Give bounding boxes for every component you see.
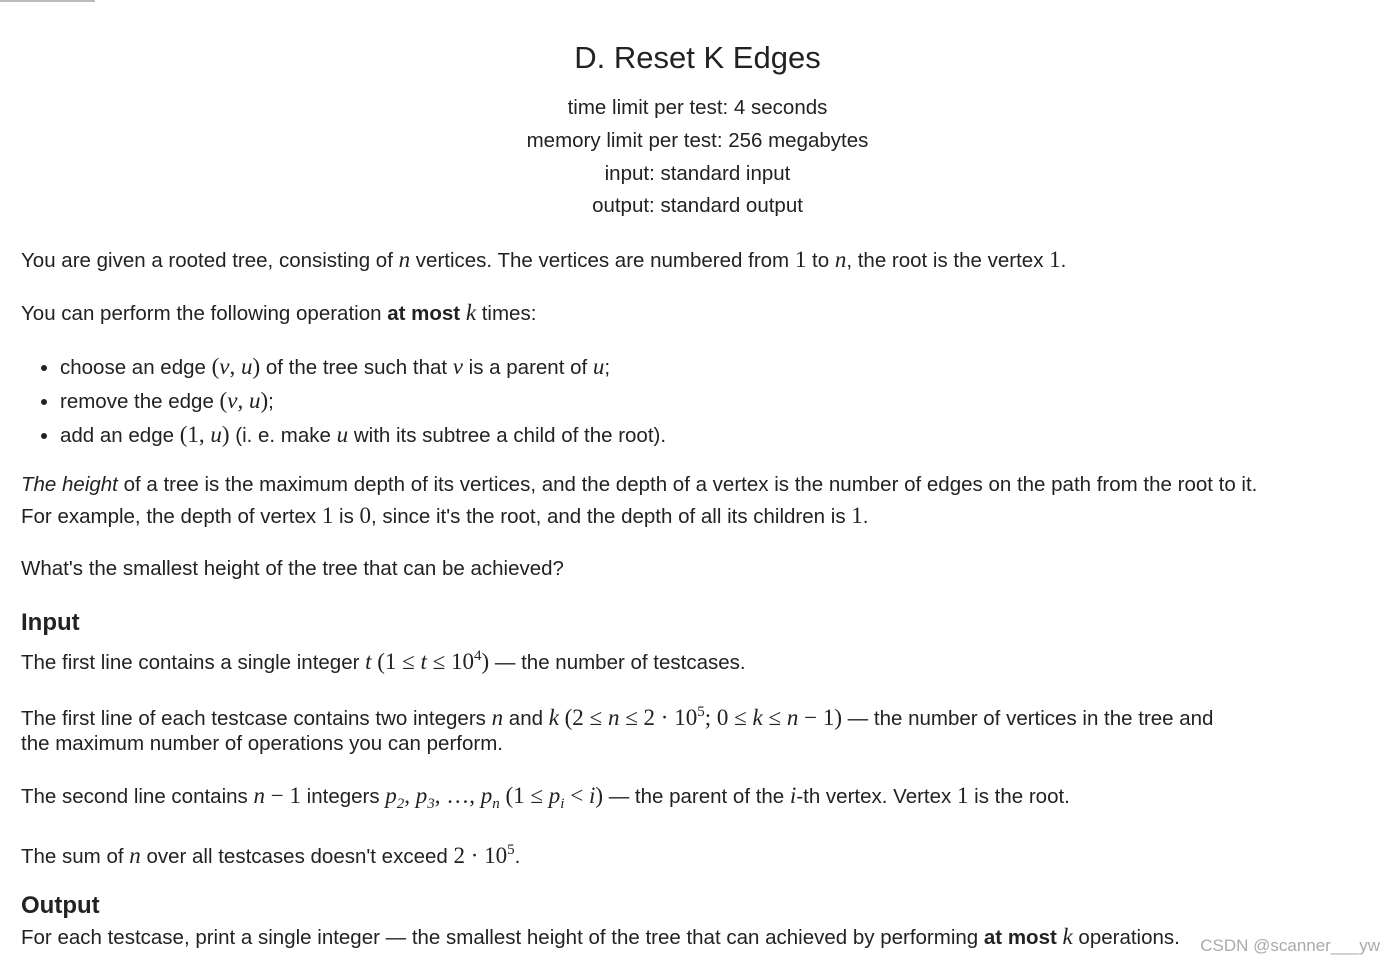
statement-paragraph xyxy=(21,244,1066,276)
math-text: 0 xyxy=(359,503,372,528)
text-segment: ; xyxy=(604,356,611,379)
math-text: p xyxy=(548,783,561,808)
text-segment: , the root is the vertex xyxy=(846,249,1050,272)
math-text: n xyxy=(398,247,411,272)
math-text: 3 xyxy=(427,796,435,812)
text-segment: What's the smallest height of the tree that can be achieved? xyxy=(21,557,564,580)
math-text: p xyxy=(415,783,428,808)
input-spec: input: standard input xyxy=(604,162,791,185)
math-text: ) xyxy=(481,649,490,674)
top-scroll-indicator xyxy=(0,0,95,2)
math-text: 2 · 10 xyxy=(453,843,508,868)
text-segment: For example, the depth of vertex xyxy=(21,505,322,528)
math-text: v xyxy=(219,354,230,379)
list-item xyxy=(60,418,666,452)
math-text: 2 xyxy=(396,796,405,812)
text-segment: You are given a rooted tree, consisting of xyxy=(21,249,399,272)
math-text: , …, xyxy=(434,783,481,808)
text-segment: choose an edge xyxy=(60,356,212,379)
math-text: ) xyxy=(595,783,604,808)
math-text: k xyxy=(465,300,477,325)
text-segment: of the tree such that xyxy=(260,356,453,379)
math-text: 1 xyxy=(1049,247,1061,272)
math-text: ) xyxy=(260,388,269,413)
math-text: ≤ 2 · 10 xyxy=(619,705,698,730)
text-segment: . xyxy=(1060,249,1067,272)
text-segment: The first line of each testcase contains two integers xyxy=(21,707,492,730)
operation-steps xyxy=(21,350,666,452)
text-segment: You can perform the following operation xyxy=(21,302,388,325)
watermark: CSDN @scanner___yw xyxy=(1200,936,1380,955)
math-text: u xyxy=(210,422,222,447)
text-segment: The first line contains a single integer xyxy=(21,651,366,674)
list-item xyxy=(60,384,666,418)
math-text: k xyxy=(1062,924,1073,949)
math-text: t xyxy=(420,649,427,674)
math-text: ≤ xyxy=(762,705,787,730)
time-limit: time limit per test: 4 seconds xyxy=(567,96,828,119)
math-text: 1 xyxy=(851,503,863,528)
bold-text: at most xyxy=(983,926,1057,949)
math-text: 1 xyxy=(321,503,334,528)
text-segment: with its subtree a child of the root). xyxy=(348,424,667,447)
text-segment: remove the edge xyxy=(60,390,220,413)
height-definition xyxy=(21,469,1257,500)
math-text: < xyxy=(564,783,589,808)
text-segment: to xyxy=(806,249,835,272)
bold-text: at most xyxy=(387,302,461,325)
text-segment: (i. e. make xyxy=(229,424,337,447)
math-text: n xyxy=(786,705,799,730)
math-text: − 1) xyxy=(798,705,842,730)
output-line xyxy=(21,921,1180,953)
math-text: The height xyxy=(21,473,118,496)
text-segment: — the parent of the xyxy=(603,785,790,808)
math-text: n xyxy=(607,705,620,730)
math-text: n xyxy=(834,247,847,272)
math-text: n xyxy=(253,783,265,808)
text-segment: vertices. The vertices are numbered from xyxy=(410,249,795,272)
input-line xyxy=(21,780,1070,820)
math-text: 5 xyxy=(507,842,515,858)
math-text: (2 ≤ xyxy=(564,705,608,730)
text-segment: -th vertex. Vertex xyxy=(796,785,957,808)
math-text: − 1 xyxy=(264,783,301,808)
math-text: ( xyxy=(219,388,228,413)
math-text: ) xyxy=(221,422,230,447)
text-segment: is xyxy=(333,505,360,528)
math-text: p xyxy=(480,783,493,808)
math-text: n xyxy=(492,796,500,812)
input-line xyxy=(21,641,746,678)
input-line xyxy=(21,728,503,759)
math-text: t xyxy=(365,649,372,674)
math-text: u xyxy=(592,354,605,379)
operation-intro xyxy=(21,297,536,329)
math-text: 4 xyxy=(474,648,482,664)
math-text: , xyxy=(237,388,249,413)
math-text: v xyxy=(227,388,238,413)
math-text: v xyxy=(452,354,463,379)
input-heading: Input xyxy=(21,609,80,636)
math-text: u xyxy=(336,422,349,447)
input-line xyxy=(21,835,520,872)
math-text: , xyxy=(404,783,416,808)
math-text: 1 xyxy=(956,783,969,808)
math-text: k xyxy=(548,705,559,730)
text-segment: operations. xyxy=(1072,926,1180,949)
text-segment: For each testcase, print a single integer — the smallest height of the tree that can achieved by performing xyxy=(21,926,984,949)
text-segment: The second line contains xyxy=(21,785,254,808)
math-text: (1, xyxy=(179,422,211,447)
math-text: n xyxy=(491,705,504,730)
output-heading: Output xyxy=(21,892,100,919)
problem-title: D. Reset K Edges xyxy=(574,40,821,75)
text-segment: . xyxy=(514,845,521,868)
text-segment: . xyxy=(862,505,869,528)
text-segment: over all testcases doesn't exceed xyxy=(140,845,454,868)
text-segment: integers xyxy=(300,785,386,808)
math-text: p xyxy=(385,783,397,808)
math-text: (1 ≤ xyxy=(377,649,421,674)
text-segment: , since it's the root, and the depth of all its children is xyxy=(371,505,852,528)
math-text: (1 ≤ xyxy=(505,783,549,808)
text-segment: add an edge xyxy=(60,424,180,447)
text-segment: — the number of testcases. xyxy=(489,651,746,674)
math-text: u xyxy=(241,354,253,379)
math-text: ; 0 ≤ xyxy=(704,705,753,730)
math-text: , xyxy=(229,354,241,379)
memory-limit: memory limit per test: 256 megabytes xyxy=(526,129,869,152)
math-text: n xyxy=(129,843,141,868)
text-segment: The sum of xyxy=(21,845,130,868)
math-text: i xyxy=(588,783,596,808)
math-text: u xyxy=(248,388,261,413)
text-segment: of a tree is the maximum depth of its vertices, and the depth of a vertex is the number of edges on the path from the root to it. xyxy=(117,473,1258,496)
text-segment: is a parent of xyxy=(462,356,593,379)
text-segment: ; xyxy=(268,390,274,413)
text-segment: the maximum number of operations you can perform. xyxy=(21,732,503,755)
math-text: ) xyxy=(252,354,261,379)
text-segment: — the number of vertices in the tree and xyxy=(841,707,1214,730)
question xyxy=(21,553,564,584)
math-text: k xyxy=(752,705,763,730)
output-spec: output: standard output xyxy=(592,194,803,217)
math-text: ( xyxy=(211,354,220,379)
math-text: ≤ 10 xyxy=(426,649,475,674)
math-text: 5 xyxy=(697,704,705,720)
text-segment: and xyxy=(503,707,549,730)
math-text: 1 xyxy=(794,247,807,272)
text-segment: times: xyxy=(476,302,537,325)
math-text: i xyxy=(789,783,797,808)
text-segment: is the root. xyxy=(968,785,1070,808)
depth-example xyxy=(21,500,868,532)
math-text: i xyxy=(560,796,565,812)
list-item xyxy=(60,350,666,384)
